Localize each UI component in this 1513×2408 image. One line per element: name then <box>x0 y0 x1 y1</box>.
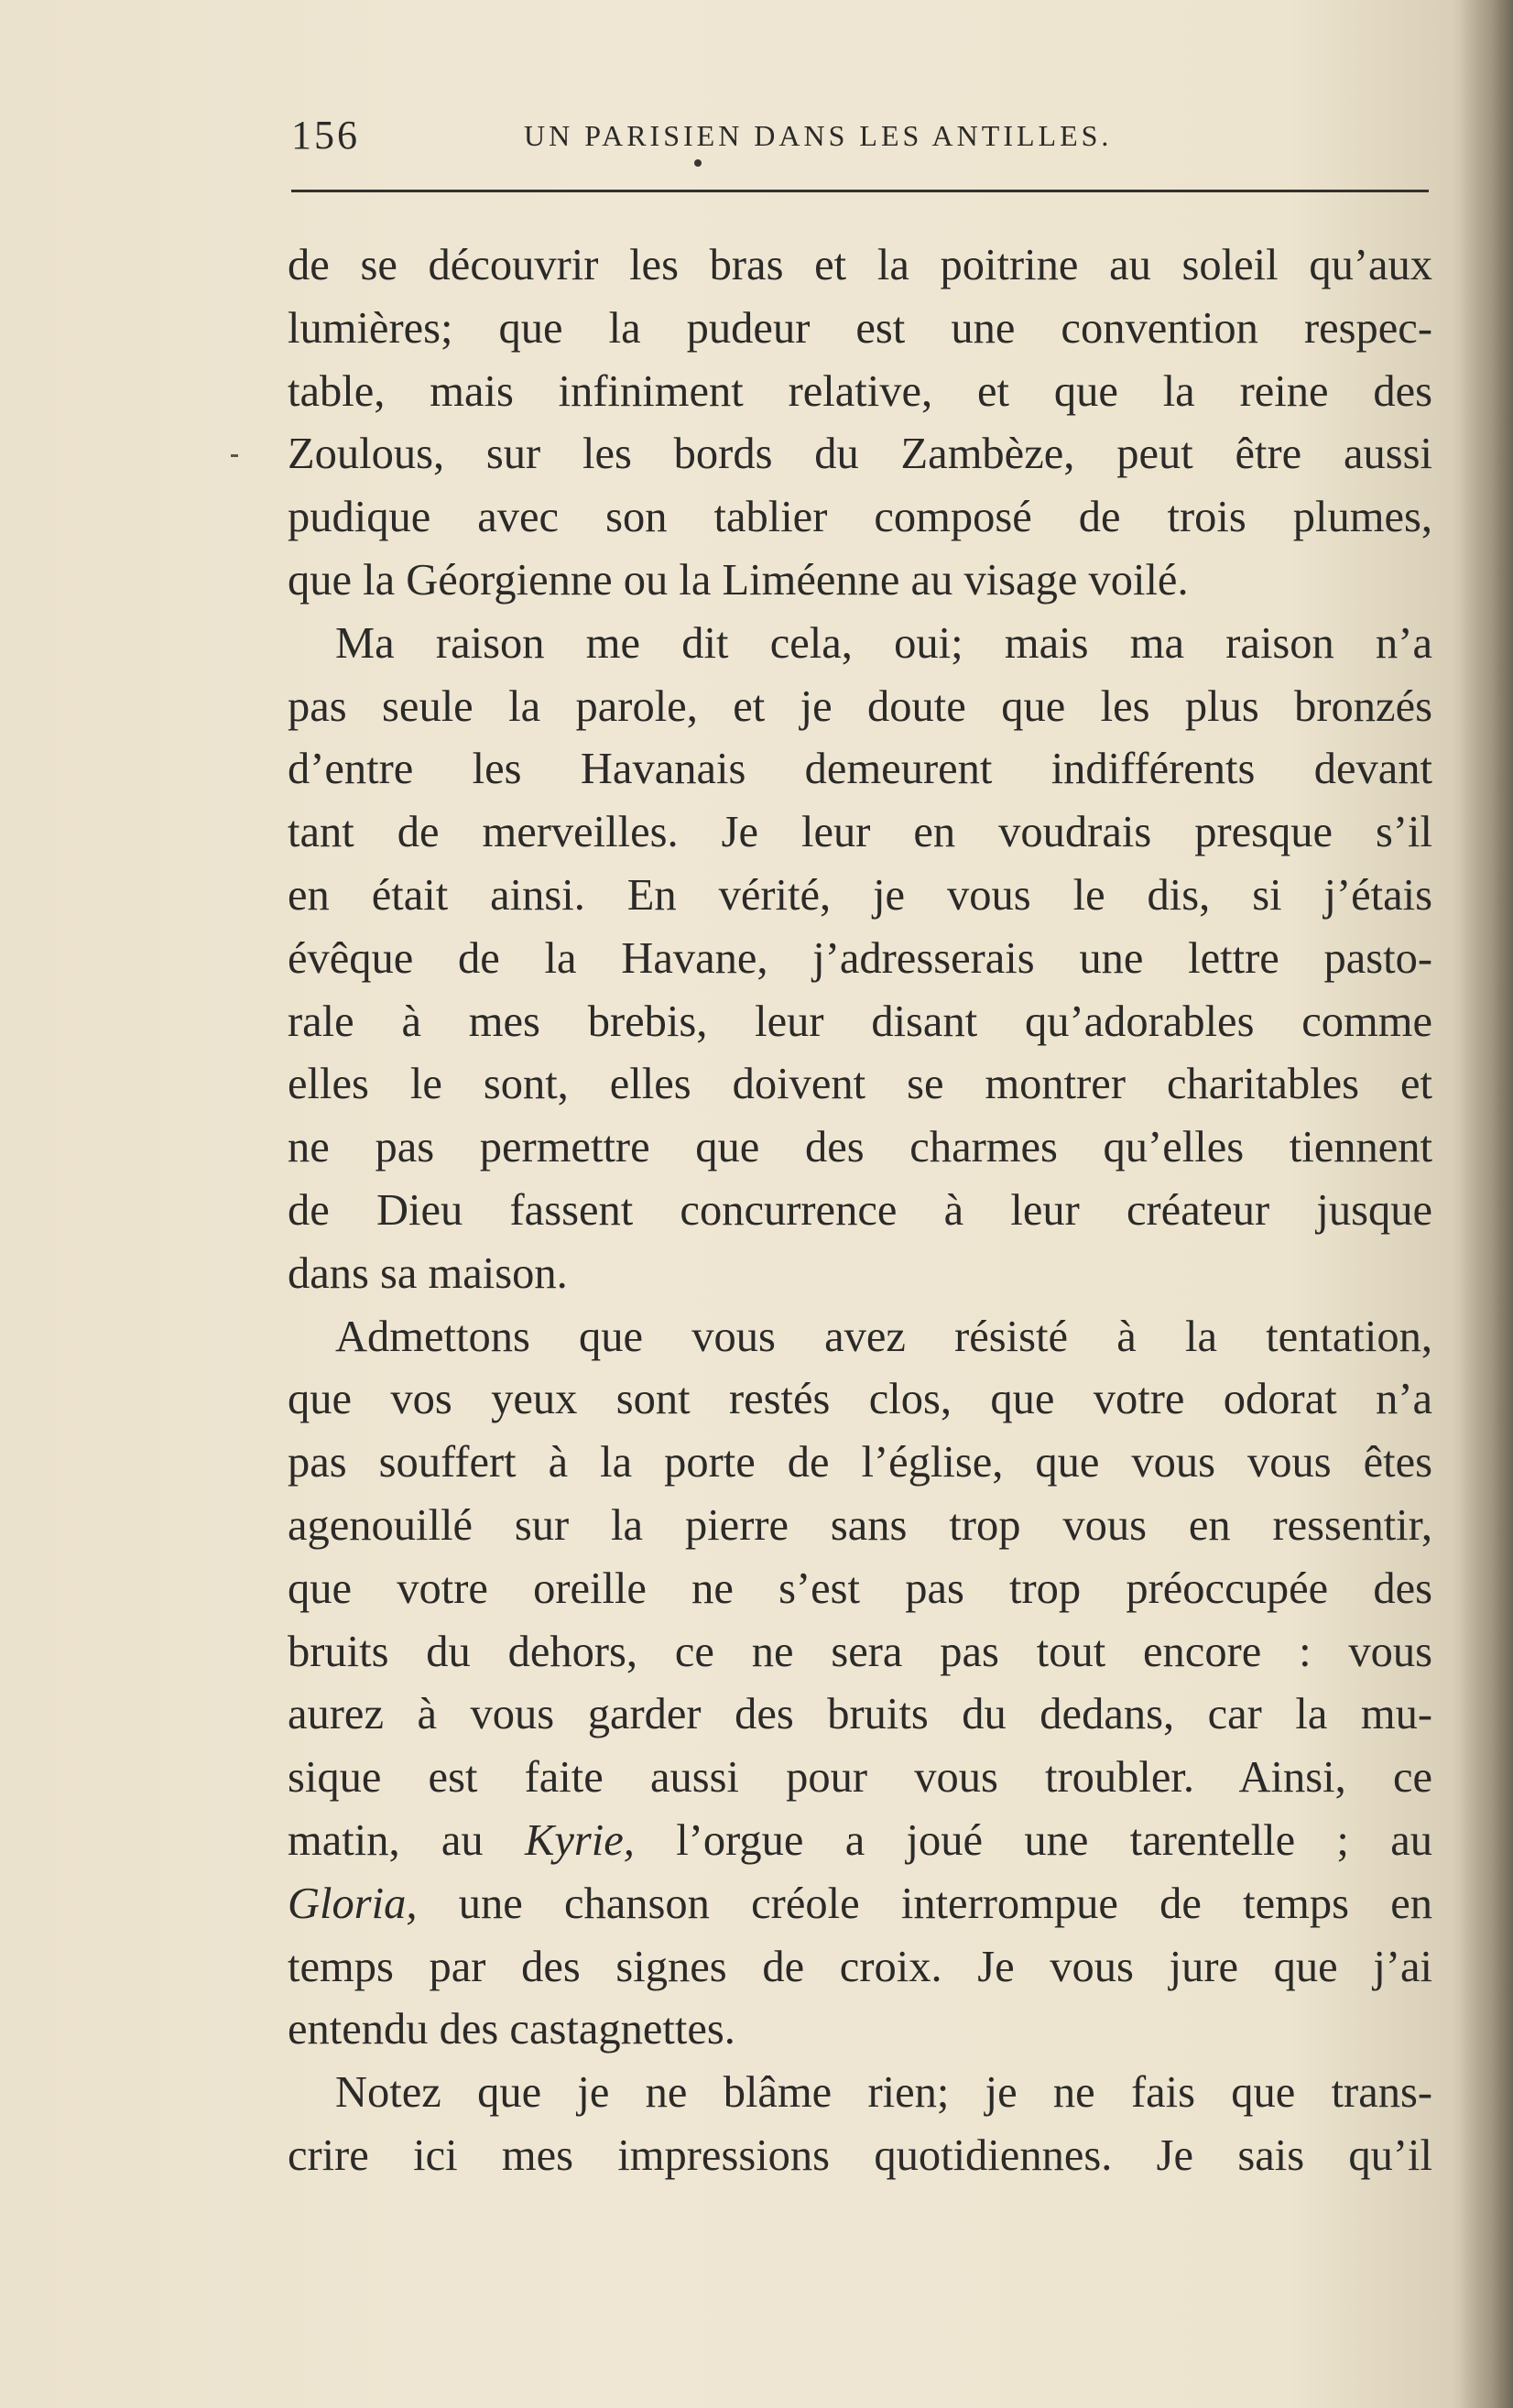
text-line: ne pas permettre que des charmes qu’elles tiennent <box>288 1123 1432 1172</box>
header-rule <box>291 190 1429 192</box>
text-line: Zoulous, sur les bords du Zambèze, peut être aussi <box>288 430 1432 479</box>
text-line: Ma raison me dit cela, oui; mais ma raison n’a <box>335 618 1432 668</box>
text-line: pudique avec son tablier composé de trois plumes, <box>288 493 1432 542</box>
text-line: de Dieu fassent concurrence à leur créateur jusque <box>288 1185 1432 1235</box>
running-title: UN PARISIEN DANS LES ANTILLES. <box>524 119 1113 152</box>
text-line: sique est faite aussi pour vous troubler. Ainsi, ce <box>288 1753 1432 1803</box>
text-line: Admettons que vous avez résisté à la tentation, <box>335 1312 1432 1361</box>
text-line: entendu des castagnettes. <box>288 2005 735 2054</box>
text-line: lumières; que la pudeur est une convention respec- <box>288 303 1432 353</box>
body-text <box>288 234 1432 2188</box>
text-line: de se découvrir les bras et la poitrine au soleil qu’aux <box>288 241 1432 289</box>
text-line: Notez que je ne blâme rien; je ne fais que trans- <box>335 2068 1432 2118</box>
text-line: dans sa maison. <box>288 1248 568 1298</box>
text-line: elles le sont, elles doivent se montrer charitables et <box>288 1060 1432 1109</box>
text-line: que votre oreille ne s’est pas trop préoccupée des <box>288 1564 1432 1613</box>
text-line: bruits du dehors, ce ne sera pas tout encore : vous <box>288 1627 1432 1676</box>
text-line: crire ici mes impressions quotidiennes. Je sais qu’il <box>288 2130 1432 2180</box>
text-line: que vos yeux sont restés clos, que votre odorat n’a <box>288 1375 1432 1424</box>
page-number: 156 <box>291 113 360 158</box>
text-line: table, mais infiniment relative, et que la reine des <box>288 366 1432 416</box>
text-line: matin, au Kyrie, l’orgue a joué une tarentelle ; au <box>288 1815 1432 1865</box>
text-line: tant de merveilles. Je leur en voudrais presque s’il <box>288 808 1432 857</box>
text-line: Gloria, une chanson créole interrompue de temps en <box>288 1879 1432 1928</box>
text-line: pas seule la parole, et je doute que les plus bronzés <box>288 681 1432 731</box>
text-line: d’entre les Havanais demeurent indifférents devant <box>288 745 1432 794</box>
ink-dot <box>694 159 702 167</box>
running-header <box>291 112 1447 167</box>
page-gutter-shadow <box>1458 0 1513 2408</box>
text-line: temps par des signes de croix. Je vous jure que j’ai <box>288 1942 1432 1991</box>
text-line: agenouillé sur la pierre sans trop vous en ressentir, <box>288 1500 1432 1550</box>
text-line: aurez à vous garder des bruits du dedans, car la mu- <box>288 1690 1432 1739</box>
text-line: évêque de la Havane, j’adresserais une lettre pasto- <box>288 933 1432 983</box>
text-line: en était ainsi. En vérité, je vous le dis, si j’étais <box>288 870 1432 920</box>
text-line: pas souffert à la porte de l’église, que vous vous êtes <box>288 1438 1432 1487</box>
text-line: que la Géorgienne ou la Liméenne au visage voilé. <box>288 555 1189 605</box>
margin-mark <box>231 454 238 457</box>
text-line: rale à mes brebis, leur disant qu’adorables comme <box>288 997 1432 1046</box>
